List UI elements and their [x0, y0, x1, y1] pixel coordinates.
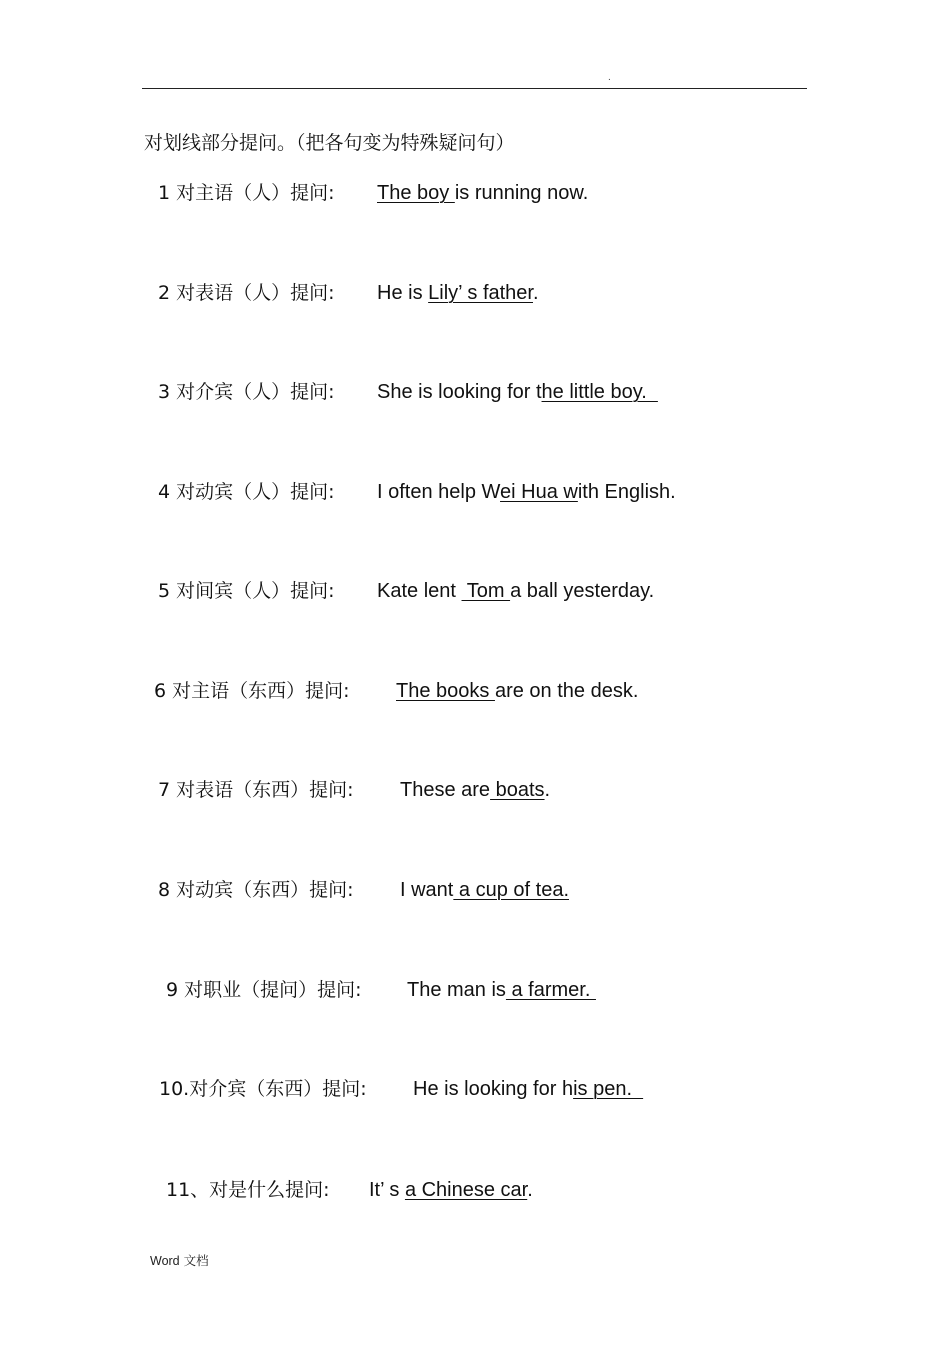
underlined-segment: Tom — [461, 580, 511, 602]
question-label: 11、对是什么提问: — [166, 1179, 330, 1201]
instruction-text: 对划线部分提问。（把各句变为特殊疑问句） — [144, 132, 515, 154]
question-label: 4 对动宾（人）提问: — [158, 481, 335, 503]
underlined-segment: Lily’ s father — [428, 282, 533, 304]
underlined-segment: a Chinese car — [404, 1179, 528, 1201]
question-sentence — [377, 479, 676, 505]
sentence-segment: are on the desk. — [494, 680, 639, 702]
sentence-segment: The man is — [407, 979, 506, 1001]
question-label: 8 对动宾（东西）提问: — [158, 879, 354, 901]
underlined-segment: ei Hua w — [500, 481, 578, 503]
underlined-segment: boats — [490, 779, 545, 801]
underlined-segment: he little boy. — [541, 381, 658, 403]
sentence-segment: Kate lent — [377, 580, 462, 602]
question-sentence — [413, 1076, 643, 1102]
header-rule — [142, 88, 807, 89]
underlined-segment: a cup of tea. — [453, 879, 569, 901]
question-label: 10.对介宾（东西）提问: — [159, 1078, 367, 1100]
sentence-segment: He is — [377, 282, 429, 304]
sentence-segment: These are — [400, 779, 491, 801]
sentence-segment: I often help W — [377, 481, 501, 503]
sentence-segment: I want — [400, 879, 454, 901]
question-label: 2 对表语（人）提问: — [158, 282, 335, 304]
question-label: 6 对主语（东西）提问: — [154, 680, 350, 702]
sentence-segment: It’ s — [369, 1179, 405, 1201]
sentence-segment: He is looking for h — [413, 1078, 574, 1100]
question-label: 1 对主语（人）提问: — [158, 182, 335, 204]
question-label: 7 对表语（东西）提问: — [158, 779, 354, 801]
question-sentence — [377, 379, 658, 405]
footer-word: Word — [150, 1254, 180, 1268]
sentence-segment: is running now. — [454, 182, 589, 204]
question-sentence — [396, 678, 638, 704]
header-dot: . — [608, 72, 611, 83]
footer-doc: 文档 — [183, 1253, 209, 1268]
question-sentence — [377, 578, 654, 604]
underlined-segment: The books — [396, 680, 495, 702]
question-sentence — [400, 877, 569, 903]
question-sentence — [407, 977, 596, 1003]
question-sentence — [400, 777, 550, 803]
footer — [150, 1251, 209, 1269]
sentence-segment: She is looking for t — [377, 381, 542, 403]
question-label: 3 对介宾（人）提问: — [158, 381, 335, 403]
sentence-segment: . — [544, 779, 551, 801]
underlined-segment: a farmer. — [505, 979, 596, 1001]
question-sentence — [369, 1177, 533, 1203]
underlined-segment: The boy — [377, 182, 455, 204]
question-label: 5 对间宾（人）提问: — [158, 580, 335, 602]
question-label: 9 对职业（提问）提问: — [166, 979, 362, 1001]
sentence-segment: ith English. — [577, 481, 676, 503]
question-sentence — [377, 280, 539, 306]
sentence-segment: a ball yesterday. — [510, 580, 655, 602]
underlined-segment: is pen. — [573, 1078, 644, 1100]
sentence-segment: . — [533, 282, 539, 304]
sentence-segment: . — [527, 1179, 533, 1201]
question-sentence — [377, 180, 588, 206]
